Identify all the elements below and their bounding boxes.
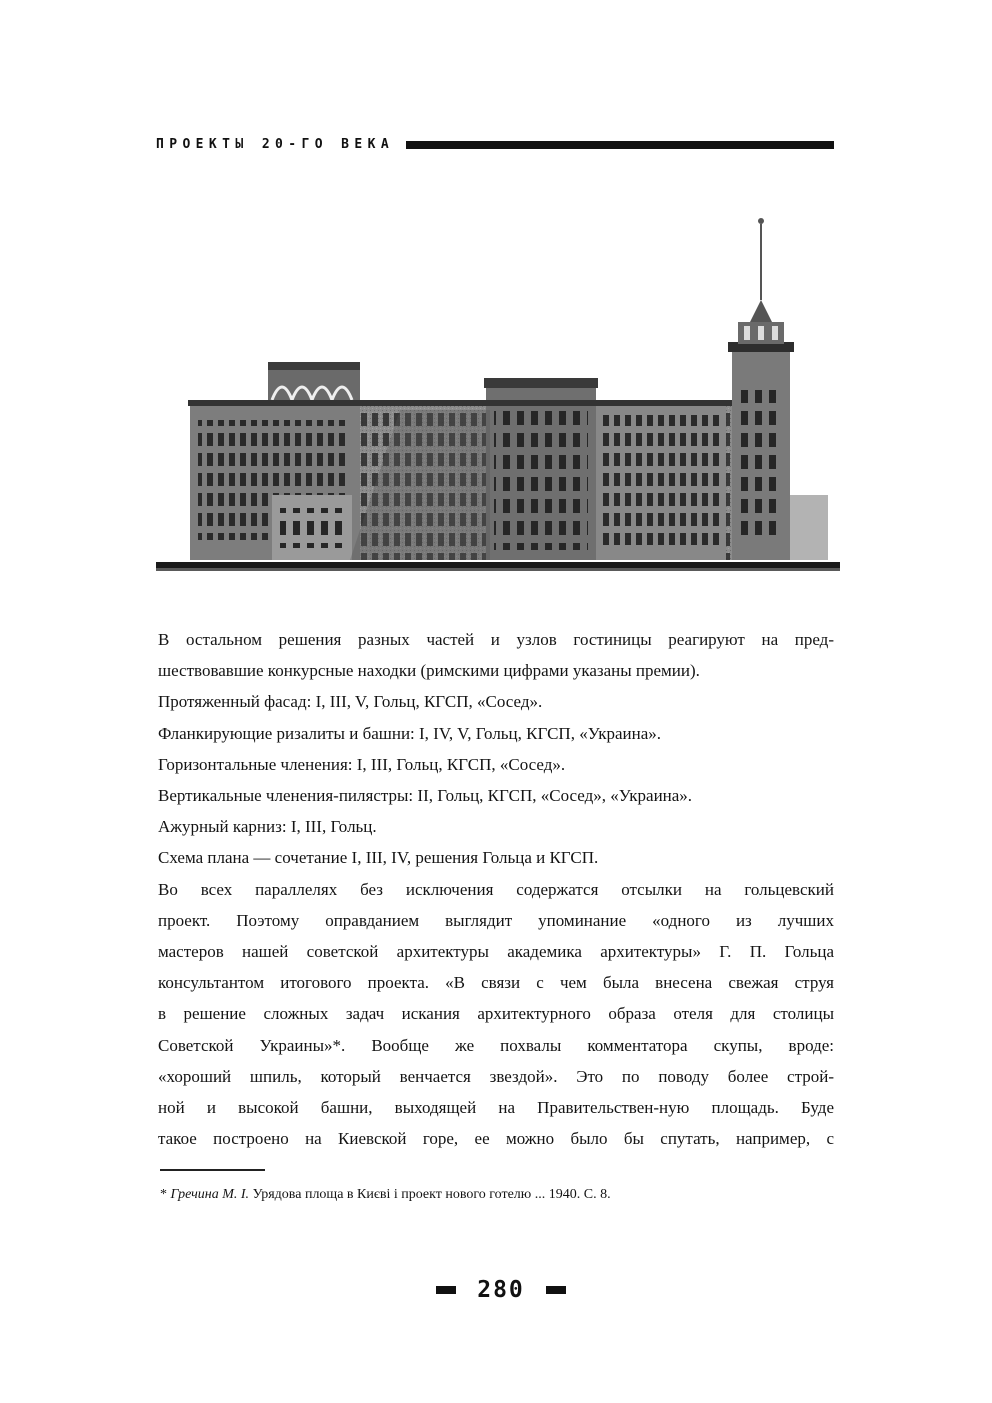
text-line: Протяженный фасад: I, III, V, Гольц, КГСП, «Сосед». — [158, 692, 543, 712]
footnote-author: Гречина М. І. — [170, 1187, 250, 1202]
footnote-rule — [160, 1169, 265, 1171]
text-line: Вертикальные членения-пилястры: II, Гольц, КГСП, «Сосед», «Украина». — [158, 786, 693, 806]
page-number — [436, 1274, 566, 1304]
text-line: ной и высокой башни, выходящей на Правительствен-ную площадь. Буде — [158, 1098, 834, 1118]
text-line: Советской Украины»*. Вообще же похвалы комментатора скупы, вроде: — [158, 1035, 834, 1055]
text-line: проект. Поэтому оправданием выглядит упоминание «одного из лучших — [158, 910, 834, 930]
footnote-marker: * — [160, 1187, 167, 1202]
text-line: Схема плана — сочетание I, III, IV, решения Гольца и КГСП. — [158, 848, 599, 868]
text-line: консультантом итогового проекта. «В связи с чем была внесена свежая струя — [158, 973, 834, 993]
text-line: Фланкирующие ризалиты и башни: I, IV, V, Гольц, КГСП, «Украина». — [158, 723, 662, 743]
text-line: В остальном решения разных частей и узлов гостиницы реагируют на пред- — [158, 630, 834, 649]
text-line: Во всех параллелях без исключения содержатся отсылки на гольцевский — [158, 879, 834, 899]
facade-drawing — [150, 210, 840, 600]
text-line: Горизонтальные членения: I, III, Гольц, КГСП, «Сосед». — [158, 754, 566, 774]
text-line: в решение сложных задач искания архитектурного образа отеля для столицы — [158, 1004, 834, 1024]
text-line: Ажурный карниз: I, III, Гольц. — [158, 817, 377, 837]
text-line: мастеров нашей советской архитектуры академика архитектуры» Г. П. Гольца — [158, 942, 834, 962]
running-head-rule — [406, 141, 834, 149]
running-head — [156, 137, 834, 153]
page-number-text: 280 — [477, 1277, 525, 1303]
folio-bar-left — [436, 1286, 456, 1294]
main-text — [158, 624, 834, 1154]
running-title: ПРОЕКТЫ 20-ГО ВЕКА — [156, 137, 395, 152]
folio-bar-right — [546, 1286, 566, 1294]
building-facade-illustration — [150, 210, 840, 600]
footnote — [160, 1186, 840, 1204]
text-line: такое построено на Киевской горе, ее можно было бы спутать, например, с — [158, 1129, 834, 1149]
text-line: шествовавшие конкурсные находки (римскими цифрами указаны премии). — [158, 661, 700, 681]
text-line: «хороший шпиль, который венчается звездой». Это по поводу более строй- — [158, 1066, 834, 1086]
footnote-text: Урядова площа в Києві і проект нового готелю ... 1940. С. 8. — [252, 1187, 611, 1202]
